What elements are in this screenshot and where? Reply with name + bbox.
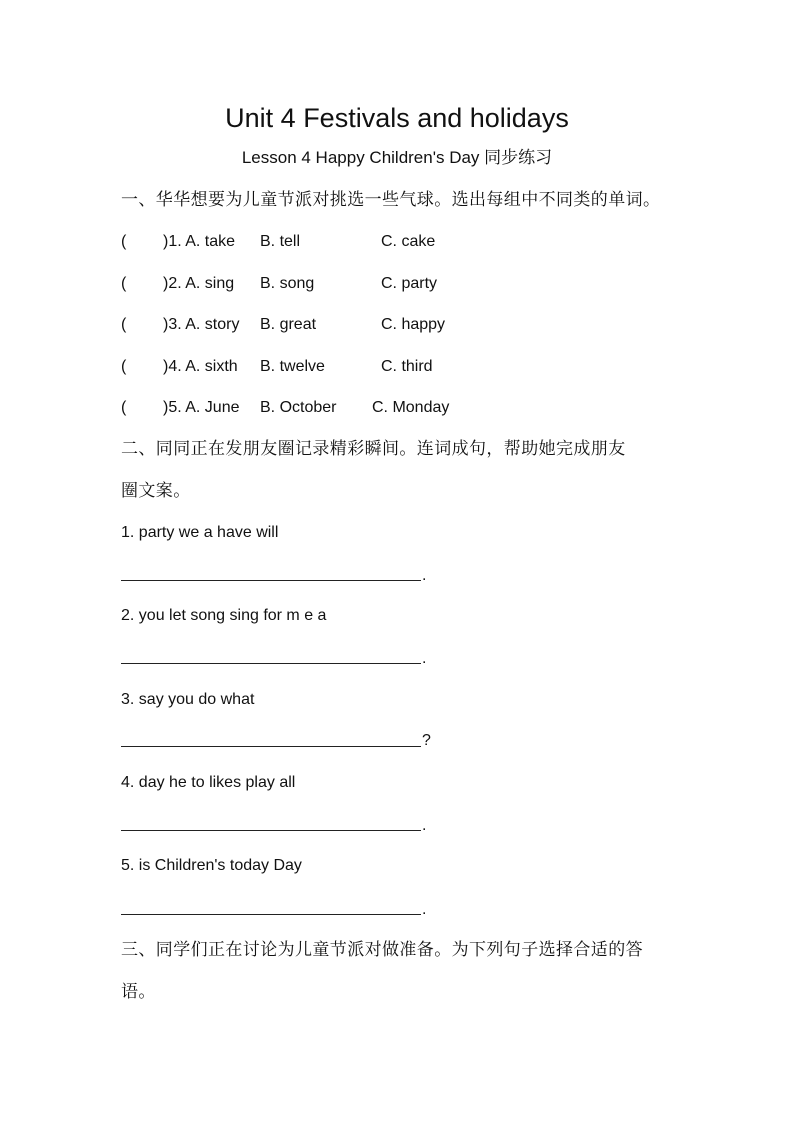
answer-punctuation-4: . (422, 817, 427, 834)
answer-paren[interactable]: ( (121, 399, 127, 416)
answer-punctuation-3: ? (422, 732, 431, 749)
section2-heading: 二、同同正在发朋友圈记录精彩瞬间。连词成句，帮助她完成朋友 (121, 439, 626, 458)
reorder-prompt-2: 2. you let song sing for m e a (121, 607, 327, 624)
question-option-b: B. tell (260, 233, 301, 250)
question-option-a: )4. A. sixth (163, 358, 238, 375)
question-option-a: )3. A. story (163, 316, 240, 333)
section1-heading: 一、华华想要为儿童节派对挑选一些气球。选出每组中不同类的单词。 (121, 190, 661, 209)
question-option-b: B. twelve (260, 358, 325, 375)
question-option-a: )2. A. sing (163, 275, 235, 292)
section3-heading-continued: 语。 (121, 982, 156, 1001)
answer-blank-4[interactable] (121, 830, 421, 831)
reorder-prompt-5: 5. is Children's today Day (121, 857, 302, 874)
answer-paren[interactable]: ( (121, 316, 127, 333)
answer-punctuation-5: . (422, 901, 427, 918)
question-option-a: )1. A. take (163, 233, 236, 250)
page-title: Unit 4 Festivals and holidays (225, 103, 569, 133)
answer-blank-1[interactable] (121, 580, 421, 581)
question-option-c: C. happy (381, 316, 446, 333)
page-subtitle: Lesson 4 Happy Children's Day 同步练习 (241, 148, 553, 167)
answer-paren[interactable]: ( (121, 275, 127, 292)
answer-blank-3[interactable] (121, 746, 421, 747)
answer-punctuation-2: . (422, 650, 427, 667)
question-option-c: C. party (381, 275, 438, 292)
question-option-c: C. cake (381, 233, 436, 250)
section2-heading-continued: 圈文案。 (121, 481, 191, 500)
answer-paren[interactable]: ( (121, 233, 127, 250)
reorder-prompt-4: 4. day he to likes play all (121, 774, 296, 791)
question-option-c: C. third (381, 358, 433, 375)
question-option-b: B. song (260, 275, 315, 292)
answer-paren[interactable]: ( (121, 358, 127, 375)
question-option-a: )5. A. June (163, 399, 240, 416)
reorder-prompt-1: 1. party we a have will (121, 524, 279, 541)
section3-heading: 三、同学们正在讨论为儿童节派对做准备。为下列句子选择合适的答 (121, 940, 643, 959)
question-option-b: B. great (260, 316, 317, 333)
question-option-c: C. Monday (372, 399, 450, 416)
reorder-prompt-3: 3. say you do what (121, 691, 255, 708)
answer-punctuation-1: . (422, 567, 427, 584)
question-option-b: B. October (260, 399, 337, 416)
answer-blank-5[interactable] (121, 914, 421, 915)
answer-blank-2[interactable] (121, 663, 421, 664)
